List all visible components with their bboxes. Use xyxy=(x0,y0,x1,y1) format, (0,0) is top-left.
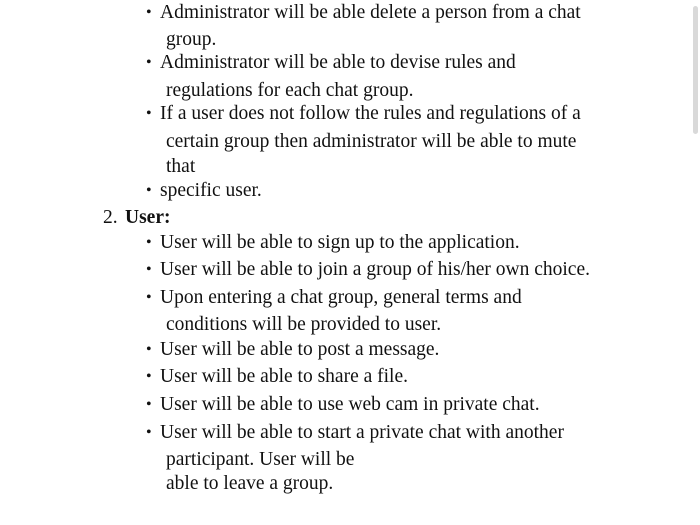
user-item-3-line-2: conditions will be provided to user. xyxy=(166,314,442,335)
bullet-icon: • xyxy=(146,341,152,358)
admin-item-2-line-1: Administrator will be able to devise rules and xyxy=(160,52,516,73)
user-item-7-line-2: participant. User will be xyxy=(166,449,355,470)
user-item-2-line-1: User will be able to join a group of his/her own choice. xyxy=(160,259,590,280)
admin-item-1-line-2: group. xyxy=(166,29,217,50)
user-item-7-line-3: able to leave a group. xyxy=(166,473,334,494)
admin-item-4-line-1: specific user. xyxy=(160,180,262,201)
user-item-4-line-1: User will be able to post a message. xyxy=(160,339,440,360)
admin-item-2-line-2: regulations for each chat group. xyxy=(166,80,414,101)
section-title: User: xyxy=(125,207,171,228)
admin-item-3-line-3: that xyxy=(166,156,196,177)
bullet-icon: • xyxy=(146,396,152,413)
user-item-3-line-1: Upon entering a chat group, general terms and xyxy=(160,287,522,308)
bullet-icon: • xyxy=(146,424,152,441)
bullet-icon: • xyxy=(146,182,152,199)
user-item-7-line-1: User will be able to start a private chat with another xyxy=(160,422,564,443)
user-item-6-line-1: User will be able to use web cam in private chat. xyxy=(160,394,540,415)
section-number: 2. xyxy=(103,207,118,228)
scrollbar-thumb[interactable] xyxy=(693,6,698,134)
user-item-5-line-1: User will be able to share a file. xyxy=(160,366,408,387)
admin-item-3-line-1: If a user does not follow the rules and regulations of a xyxy=(160,103,581,124)
bullet-icon: • xyxy=(146,368,152,385)
bullet-icon: • xyxy=(146,4,152,21)
bullet-icon: • xyxy=(146,105,152,122)
bullet-icon: • xyxy=(146,234,152,251)
admin-item-1-line-1: Administrator will be able delete a person from a chat xyxy=(160,2,581,23)
admin-item-3-line-2: certain group then administrator will be able to mute xyxy=(166,131,577,152)
bullet-icon: • xyxy=(146,261,152,278)
user-item-1-line-1: User will be able to sign up to the application. xyxy=(160,232,520,253)
bullet-icon: • xyxy=(146,54,152,71)
bullet-icon: • xyxy=(146,289,152,306)
